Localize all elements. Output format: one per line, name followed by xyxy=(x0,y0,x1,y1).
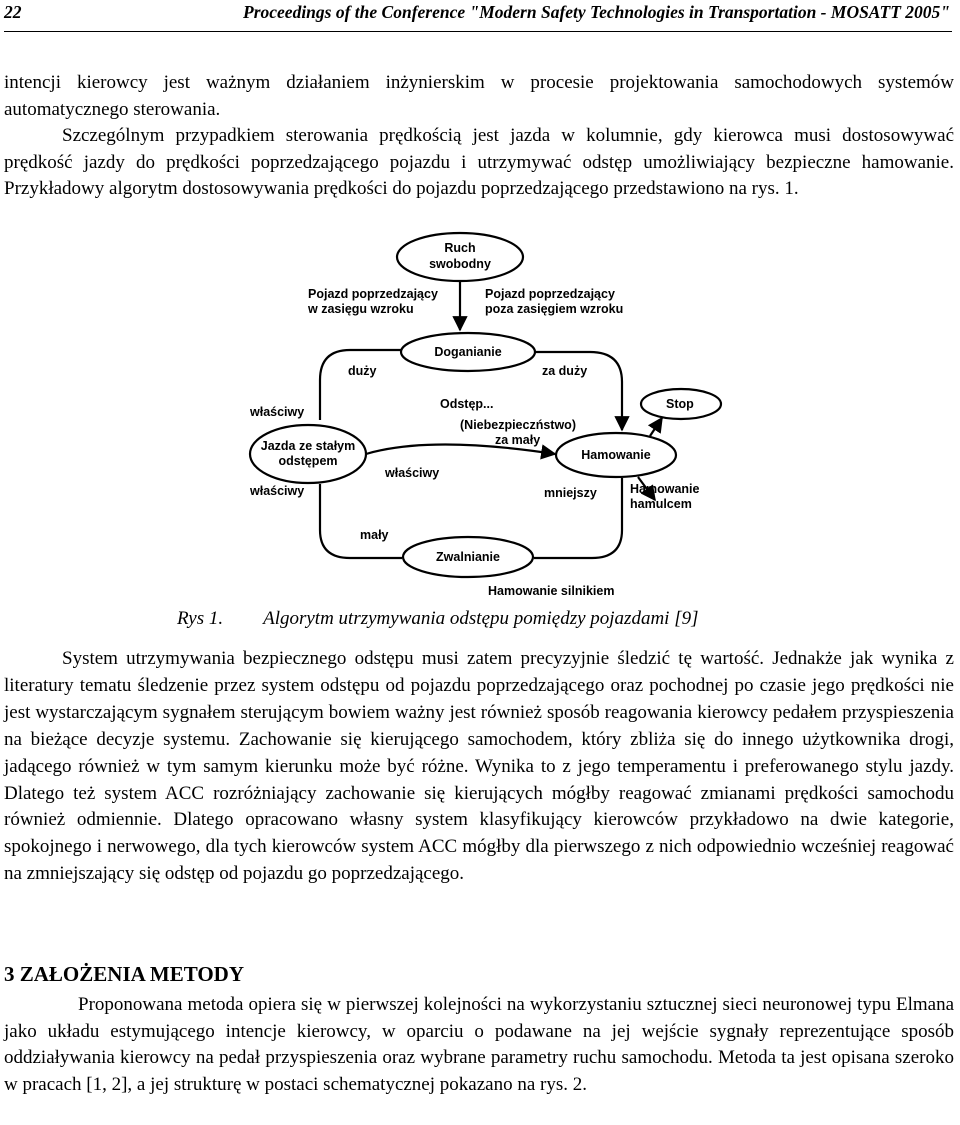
paragraph-intro-b: Szczególnym przypadkiem sterowania prędkością jest jazda w kolumnie, gdy kierowca musi dostosowywać prędkość jazdy do prędkości poprzedzającego pojazdu i utrzymywać odstęp umożliwiający bezpieczne hamowanie. Przykładowy algorytm dostosowywania prędkości do pojazdu poprzedzającego przedstawiono na rys. 1. xyxy=(4,125,954,199)
label-ruch: Ruch xyxy=(444,241,476,255)
figure-1-state-diagram xyxy=(230,230,700,602)
label-hamowanie: Hamowanie xyxy=(581,448,651,462)
label-maly: mały xyxy=(360,528,389,542)
paragraph-acc-system xyxy=(4,646,954,888)
page-header xyxy=(4,0,956,28)
label-w-zasiegu-1: Pojazd poprzedzający xyxy=(308,287,438,301)
label-wlasciwy-mid: właściwy xyxy=(385,466,440,480)
label-poza-zasiegiem-2: poza zasięgiem wzroku xyxy=(485,302,624,316)
edge-hamowanie-to-stop xyxy=(650,418,662,436)
label-w-zasiegu-2: w zasięgu wzroku xyxy=(308,302,414,316)
label-duzy: duży xyxy=(348,364,377,378)
label-stop: Stop xyxy=(666,397,694,411)
caption-text: Algorytm utrzymywania odstępu pomiędzy pojazdami [9] xyxy=(263,608,699,629)
label-swobodny: swobodny xyxy=(429,257,491,271)
label-wlasciwy-bottom: właściwy xyxy=(250,484,305,498)
figure-caption xyxy=(177,607,699,631)
header-rule xyxy=(4,31,952,32)
label-jazda-1: Jazda ze stałym xyxy=(260,439,356,453)
paragraph-method xyxy=(4,992,954,1098)
label-odstep: Odstęp... xyxy=(440,397,494,411)
label-za-maly: za mały xyxy=(495,433,541,447)
section-heading: 3 ZAŁOŻENIA METODY xyxy=(4,962,244,986)
label-hamowanie-hamulcem-2: hamulcem xyxy=(630,497,692,511)
running-title: Proceedings of the Conference "Modern Safety Technologies in Transportation - MOSATT 2005" xyxy=(243,2,950,22)
label-mniejszy: mniejszy xyxy=(544,486,597,500)
paragraph-intro xyxy=(4,70,954,203)
label-wlasciwy-top: właściwy xyxy=(250,405,305,419)
label-niebezpieczenstwo: (Niebezpieczństwo) xyxy=(460,418,576,432)
paragraph-acc-system-text: System utrzymywania bezpiecznego odstępu musi zatem precyzyjnie śledzić tę wartość. Jednakże jak wynika z literatury tematu śledzenie przez system odstępu od pojazdu poprzedzającego oraz pochodnej po czasie jego prędkości nie jest wystarczającym sygnałem sterującym bowiem ważny jest również sposób reagowania kierowcy pedałem przyspieszenia na bieżące decyzje systemu. Zachowanie się kierującego samochodem, który zbliża się do innego użytkownika drogi, jadącego również w tym samym kierunku może być różne. Wynika to z jego temperamentu i preferowanego stylu jazdy. Dlatego też system ACC rozróżniający zachowanie się kierujących mógłby reagować zmianami prędkości samochodu również odmiennie. Dlatego opracowano własny system klasyfikujący kierowców przykładowo na dwie kategorie, spokojnego i nerwowego, dla tych kierowców system ACC mógłby dla pierwszego z nich odpowiednio wcześniej reagować na zmniejszający się odstęp od pojazdu go poprzedzającego. xyxy=(4,648,954,885)
page-number: 22 xyxy=(4,2,22,22)
label-hamowanie-hamulcem-1: Hamowanie xyxy=(630,482,700,496)
edge-loop-top-left xyxy=(320,350,401,420)
paragraph-method-text: Proponowana metoda opiera się w pierwszej kolejności na wykorzystaniu sztucznej sieci neuronowej typu Elmana jako układu estymującego intencje kierowcy, w oparciu o podawane na jej wejście sygnały reprezentujące sposób oddziaływania kierowcy na pedał przyspieszenia oraz wybrane parametry ruchu samochodu. Metoda ta jest opisana szeroko w pracach [1, 2], a jej strukturę w postaci schematycznej pokazano na rys. 2. xyxy=(4,994,954,1095)
label-jazda-2: odstępem xyxy=(278,454,338,468)
label-za-duzy: za duży xyxy=(542,364,588,378)
label-zwalnianie: Zwalnianie xyxy=(436,550,500,564)
label-doganianie: Doganianie xyxy=(434,345,502,359)
label-poza-zasiegiem-1: Pojazd poprzedzający xyxy=(485,287,615,301)
caption-label: Rys 1. xyxy=(177,608,224,629)
label-hamowanie-silnikiem: Hamowanie silnikiem xyxy=(488,584,615,598)
paragraph-intro-a: intencji kierowcy jest ważnym działaniem inżynierskim w procesie projektowania samochodowych systemów automatycznego sterowania. xyxy=(4,72,954,120)
edge-loop-bottom-left xyxy=(320,484,402,558)
